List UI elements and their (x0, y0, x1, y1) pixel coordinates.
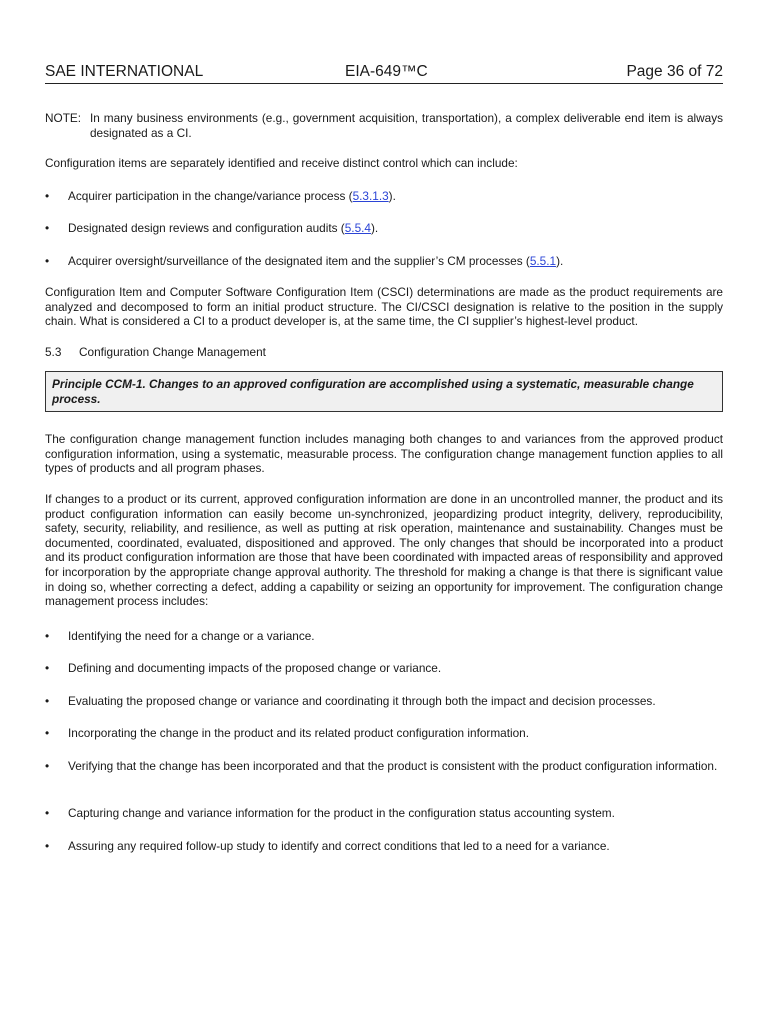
section-number: 5.3 (45, 345, 62, 359)
header-org: SAE INTERNATIONAL (45, 63, 204, 80)
page-header (45, 63, 723, 84)
bullet-icon: • (45, 806, 50, 820)
bullet-icon: • (45, 759, 50, 773)
list-item-text: Incorporating the change in the product and its related product configuration information. (68, 726, 530, 740)
section-link[interactable]: 5.5.4 (344, 221, 371, 235)
note (45, 111, 723, 141)
section-title: Configuration Change Management (79, 345, 266, 359)
list-item-text: Identifying the need for a change or a variance. (68, 629, 315, 643)
csci-paragraph: Configuration Item and Computer Software Configuration Item (CSCI) determinations are made as the product requirements are analyzed and decomposed to form an initial product structure. The CI/CSCI designation is relative to the position in the supply chain. What is considered a CI to a product developer is, at the same time, the CI supplier’s highest-level product. (45, 285, 723, 329)
bullet-icon: • (45, 726, 50, 740)
bullet-icon: • (45, 189, 50, 203)
section-link[interactable]: 5.3.1.3 (352, 189, 389, 203)
function-paragraph: The configuration change management function includes managing both changes to and variances from the approved product configuration information, using a systematic, measurable process. The configuration change management function applies to all types of products and all program phases. (45, 432, 723, 476)
principle-box: Principle CCM-1. Changes to an approved configuration are accomplished using a systematic, measurable change process. (45, 371, 723, 412)
bullet-icon: • (45, 629, 50, 643)
list-item-text: Defining and documenting impacts of the proposed change or variance. (68, 661, 442, 675)
note-label: NOTE: (45, 111, 82, 125)
list-item-text: Verifying that the change has been incorporated and that the product is consistent with the product configuration information. (68, 759, 718, 773)
intro-paragraph: Configuration items are separately identified and receive distinct control which can include: (45, 156, 518, 170)
list-item-end: ). (556, 254, 564, 268)
note-text: In many business environments (e.g., government acquisition, transportation), a complex deliverable end item is always designated as a CI. (90, 111, 723, 140)
list-item-text: Assuring any required follow-up study to identify and correct conditions that led to a need for a variance. (68, 839, 610, 853)
list-item-text: Designated design reviews and configuration audits ( (68, 221, 345, 235)
list-item-text: Evaluating the proposed change or variance and coordinating it through both the impact and decision processes. (68, 694, 656, 708)
list-item-end: ). (388, 189, 396, 203)
bullet-icon: • (45, 694, 50, 708)
header-doc-id: EIA-649™C (345, 63, 428, 80)
bullet-icon: • (45, 839, 50, 853)
list-item-end: ). (371, 221, 379, 235)
bullet-icon: • (45, 221, 50, 235)
bullet-icon: • (45, 254, 50, 268)
list-item-text: Acquirer participation in the change/variance process ( (68, 189, 353, 203)
list-item-text: Acquirer oversight/surveillance of the designated item and the supplier’s CM processes ( (68, 254, 530, 268)
header-page-number: Page 36 of 72 (626, 63, 723, 80)
list-item-text: Capturing change and variance information for the product in the configuration status accounting system. (68, 806, 615, 820)
bullet-icon: • (45, 661, 50, 675)
section-link[interactable]: 5.5.1 (529, 254, 557, 268)
uncontrolled-change-paragraph: If changes to a product or its current, approved configuration information are done in an uncontrolled manner, the product and its product configuration information can easily become un-synchronized, jeopardizing product integrity, delivery, reproducibility, safety, security, reliability, and resilience, as well as putting at risk operation, maintenance and sustainability. Changes must be documented, coordinated, evaluated, dispositioned and approved. The only changes that should be incorporated into a product and its product configuration information are those that have been coordinated with impacted areas of responsibility and approved for incorporation by the appropriate change approval authority. The threshold for making a change is that there is significant value in doing so, whether correcting a defect, adding a capability or seizing an opportunity for improvement. The configuration change management process includes: (45, 492, 723, 609)
